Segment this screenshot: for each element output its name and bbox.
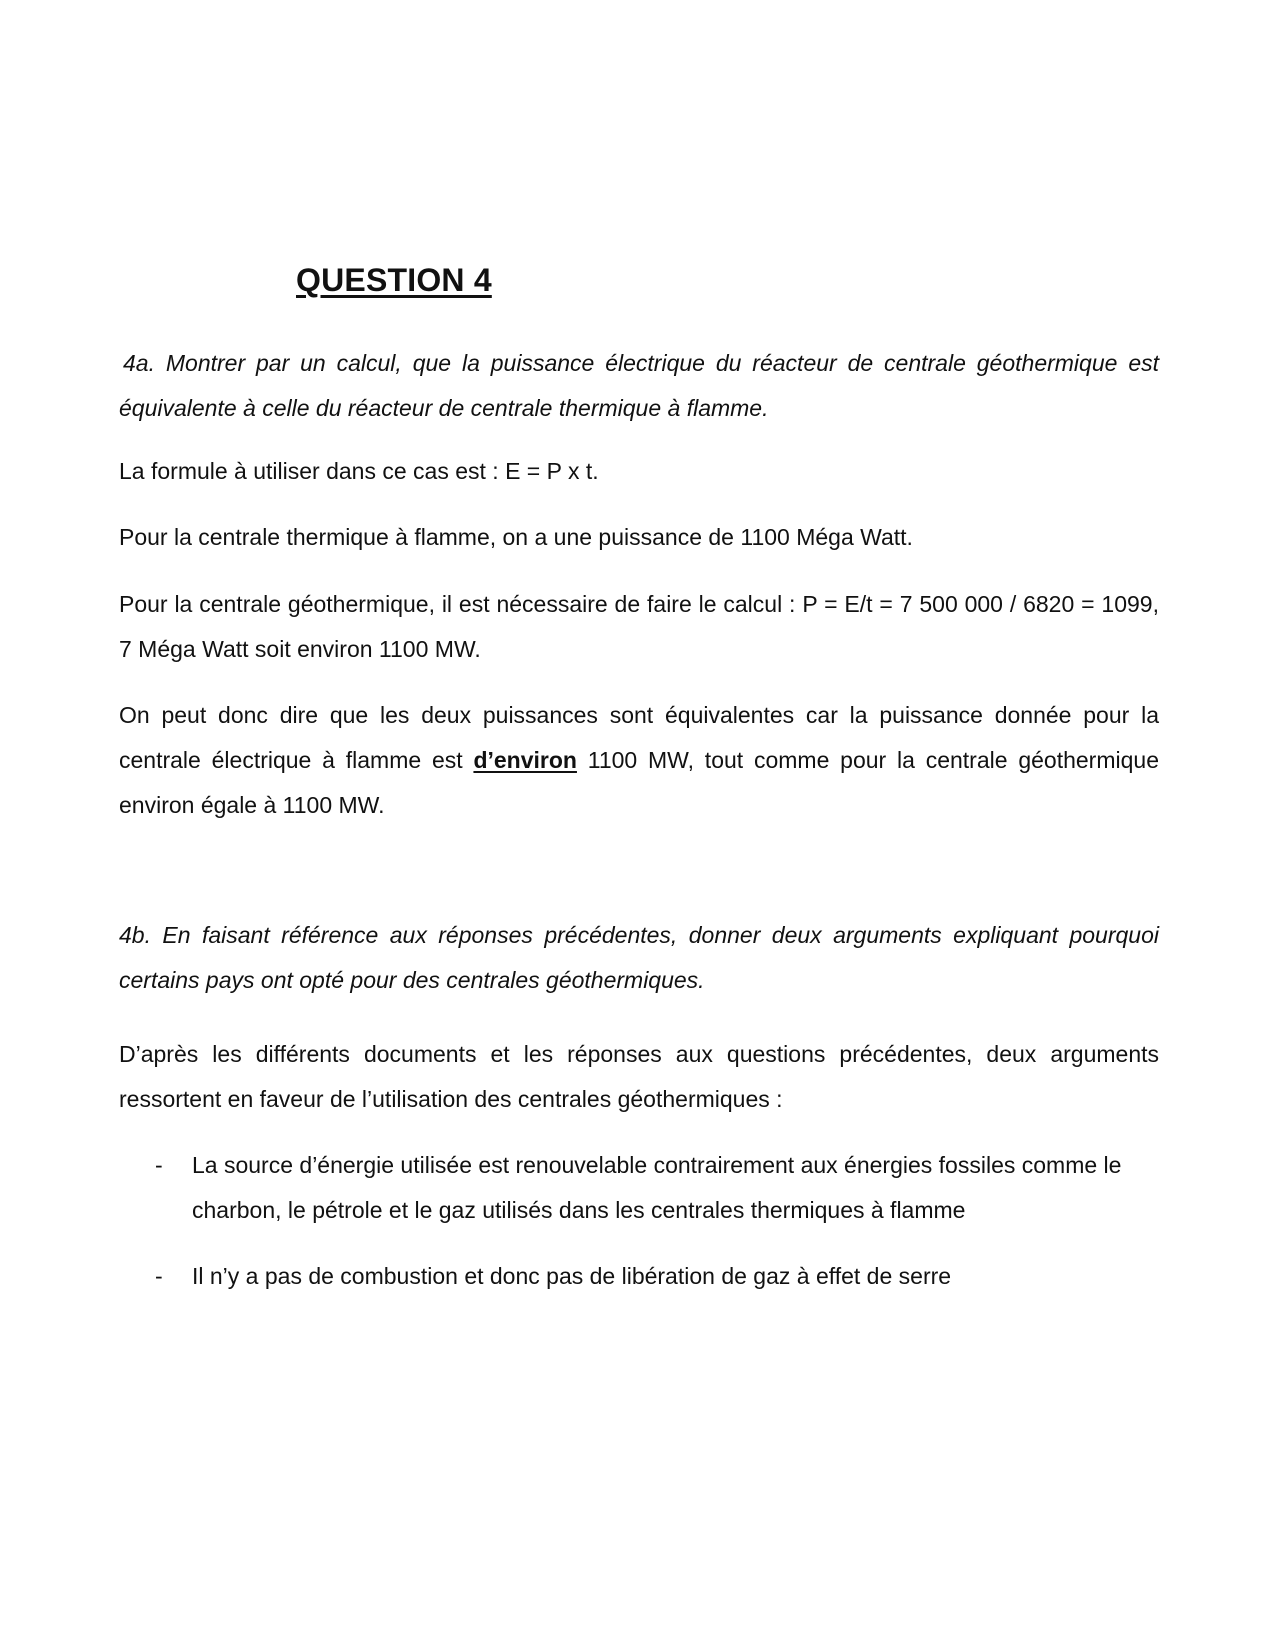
question-4a: 4a. Montrer par un calcul, que la puissance électrique du réacteur de centrale géothermique est équivalente à celle du réacteur de centrale thermique à flamme. xyxy=(119,350,1159,421)
bullet-dash: - xyxy=(155,1152,163,1178)
flamme-power-paragraph: Pour la centrale thermique à flamme, on a une puissance de 1100 Méga Watt. xyxy=(119,524,913,550)
formula-paragraph: La formule à utiliser dans ce cas est : E = P x t. xyxy=(119,458,599,484)
bullet-dash: - xyxy=(155,1263,163,1289)
geothermal-calculation-paragraph: Pour la centrale géothermique, il est nécessaire de faire le calcul : P = E/t = 7 500 000 / 6820 = 1099, 7 Méga Watt soit environ 1100 MW. xyxy=(119,591,1159,662)
question-4b: 4b. En faisant référence aux réponses précédentes, donner deux arguments expliquant pourquoi certains pays ont opté pour des centrales géothermiques. xyxy=(119,922,1159,993)
arguments-list-item-2 xyxy=(119,1254,1159,1299)
list-item xyxy=(119,1254,1159,1299)
conclusion-paragraph xyxy=(119,693,1159,828)
argument-text: Il n’y a pas de combustion et donc pas de libération de gaz à effet de serre xyxy=(192,1263,952,1289)
argument-text: La source d’énergie utilisée est renouvelable contrairement aux énergies fossiles comme le charbon, le pétrole et le gaz utilisés dans les centrales thermiques à flamme xyxy=(192,1152,1122,1223)
conclusion-text-start: On peut donc dire que les deux puissances sont équivalentes car la puissance donnée pour la centrale électrique à flamme est xyxy=(119,702,1159,773)
arguments-list-item-1 xyxy=(119,1143,1159,1233)
conclusion-emphasis: d’environ xyxy=(473,747,577,773)
page-title: QUESTION 4 xyxy=(296,262,492,298)
arguments-intro: D’après les différents documents et les réponses aux questions précédentes, deux arguments ressortent en faveur de l’utilisation des centrales géothermiques : xyxy=(119,1041,1159,1112)
conclusion-text-end: 1100 MW, tout comme pour la centrale géothermique environ égale à 1100 MW. xyxy=(119,747,1159,818)
list-item xyxy=(119,1143,1159,1233)
